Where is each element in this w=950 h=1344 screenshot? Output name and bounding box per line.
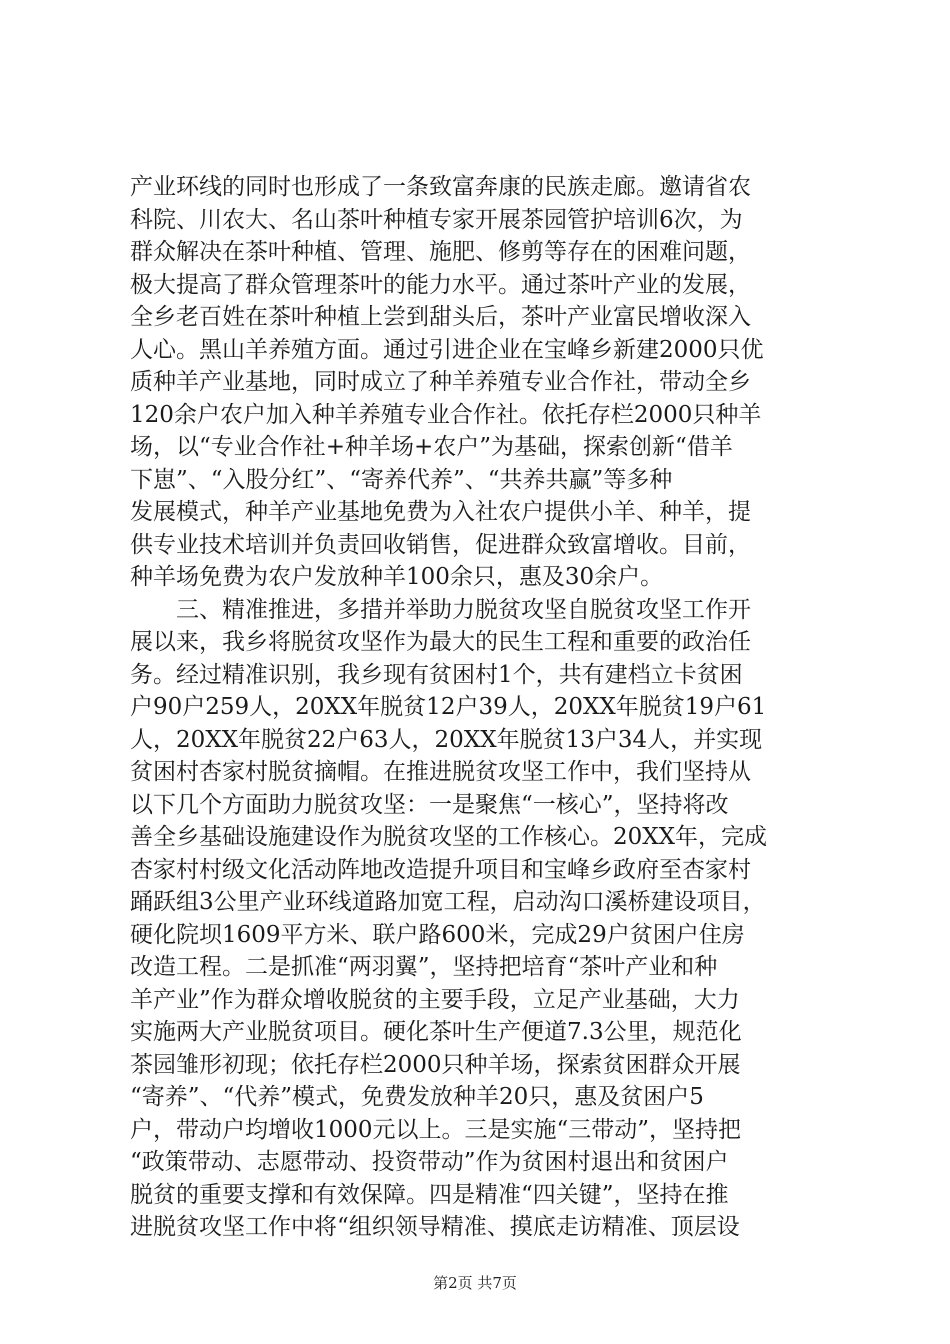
text-line: 供专业技术培训并负责回收销售，促进群众致富增收。目前， <box>130 531 751 558</box>
text-line: 户，带动户均增收1000元以上。三是实施“三带动”，坚持把 <box>130 1116 742 1143</box>
text-line: 茶园雏形初现；依托存栏2000只种羊场，探索贫困群众开展 <box>130 1051 741 1078</box>
text-line: 人，20XX年脱贫22户63人，20XX年脱贫13户34人，并实现 <box>130 726 763 753</box>
text-line: 科院、川农大、名山茶叶种植专家开展茶园管护培训6次，为 <box>130 206 743 233</box>
text-line: 下崽”、“入股分红”、“寄养代养”、“共养共赢”等多种 <box>130 466 673 493</box>
text-line: 展以来，我乡将脱贫攻坚作为最大的民生工程和重要的政治任 <box>130 629 751 655</box>
text-line: 场，以“专业合作社+种羊场+农户”为基础，探索创新“借羊 <box>130 434 733 460</box>
text-line: 户90户259人，20XX年脱贫12户39人，20XX年脱贫19户61 <box>130 694 767 720</box>
text-line: 脱贫的重要支撑和有效保障。四是精准“四关键”，坚持在推 <box>130 1181 729 1208</box>
text-line: 进脱贫攻坚工作中将“组织领导精准、摸底走访精准、顶层设 <box>130 1214 740 1240</box>
text-line: 质种羊产业基地，同时成立了种羊养殖专业合作社，带动全乡 <box>130 369 751 395</box>
text-line: 三、精准推进，多措并举助力脱贫攻坚自脱贫攻坚工作开 <box>130 596 751 623</box>
text-line: 种羊场免费为农户发放种羊100余只，惠及30余户。 <box>130 564 664 590</box>
text-line: 产业环线的同时也形成了一条致富奔康的民族走廊。邀请省农 <box>130 174 751 200</box>
text-line: 发展模式，种羊产业基地免费为入社农户提供小羊、种羊，提 <box>130 499 751 525</box>
text-line: 贫困村杏家村脱贫摘帽。在推进脱贫攻坚工作中，我们坚持从 <box>130 759 751 785</box>
text-line: 善全乡基础设施建设作为脱贫攻坚的工作核心。20XX年，完成 <box>130 824 768 850</box>
text-line: “寄养”、“代养”模式，免费发放种羊20只，惠及贫困户5 <box>130 1084 704 1110</box>
page-number-label: 第2页 共7页 <box>433 1274 517 1292</box>
text-line: 踊跃组3公里产业环线道路加宽工程，启动沟口溪桥建设项目， <box>130 889 766 915</box>
page-footer <box>0 1273 950 1293</box>
text-line: 极大提高了群众管理茶叶的能力水平。通过茶叶产业的发展， <box>130 271 751 298</box>
text-line: 群众解决在茶叶种植、管理、施肥、修剪等存在的困难问题， <box>130 239 751 265</box>
text-line: 硬化院坝1609平方米、联户路600米，完成29户贫困户住房 <box>130 921 745 948</box>
text-line: 以下几个方面助力脱贫攻坚：一是聚焦“一核心”，坚持将改 <box>130 791 729 818</box>
text-line: 改造工程。二是抓准“两羽翼”，坚持把培育“茶叶产业和种 <box>130 954 718 980</box>
text-line: 实施两大产业脱贫项目。硬化茶叶生产便道7.3公里，规范化 <box>130 1019 742 1045</box>
text-line: 120余户农户加入种羊养殖专业合作社。依托存栏2000只种羊 <box>130 401 762 428</box>
text-line: 羊产业”作为群众增收脱贫的主要手段，立足产业基础，大力 <box>130 986 740 1013</box>
body-text <box>130 171 820 1244</box>
text-line: 务。经过精准识别，我乡现有贫困村1个，共有建档立卡贫困 <box>130 661 743 688</box>
text-line: 人心。黑山羊养殖方面。通过引进企业在宝峰乡新建2000只优 <box>130 336 764 363</box>
text-line: 杏家村村级文化活动阵地改造提升项目和宝峰乡政府至杏家村 <box>130 856 751 883</box>
text-line: 全乡老百姓在茶叶种植上尝到甜头后，茶叶产业富民增收深入 <box>130 304 751 330</box>
text-line: “政策带动、志愿带动、投资带动”作为贫困村退出和贫困户 <box>130 1149 729 1175</box>
